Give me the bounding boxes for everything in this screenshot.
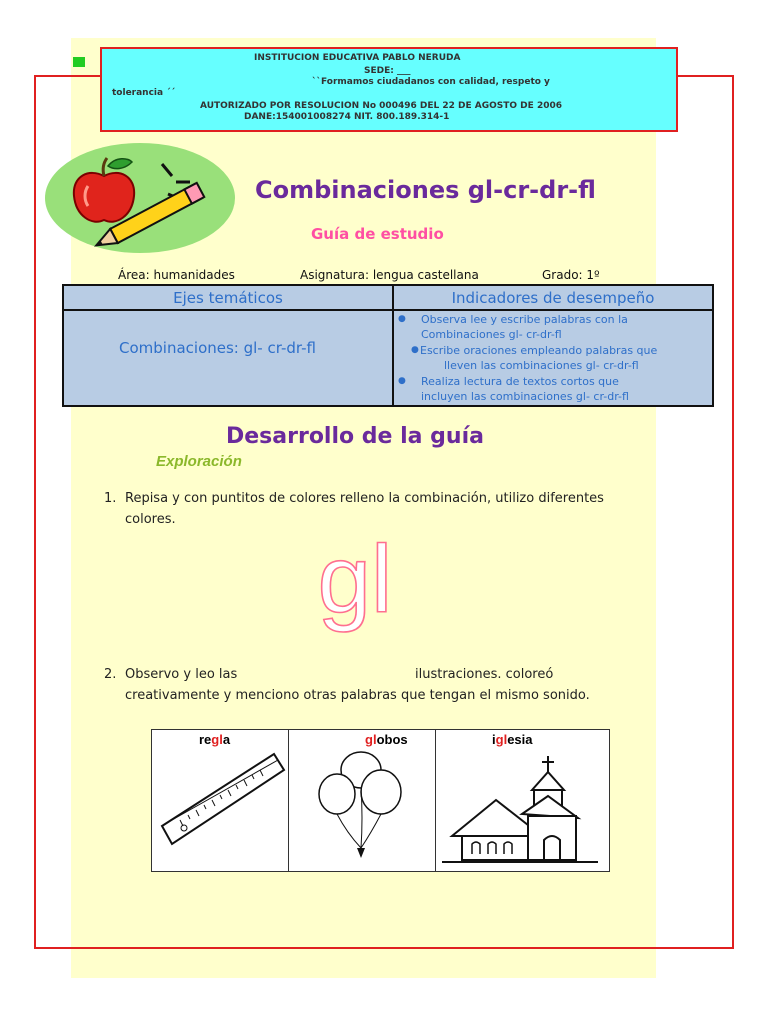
church-icon [438,756,604,868]
apple-pencil-icon [44,142,236,254]
illustration-cell-regla [152,730,289,871]
header-line-1: INSTITUCION EDUCATIVA PABLO NERUDA [254,53,461,63]
section-subtitle: Exploración [156,453,242,470]
illustration-cell-globos [289,730,436,871]
item-2-line-2: creativamente y menciono otras palabras que tengan el mismo sonido. [125,688,590,703]
indicator-line: Escribe oraciones empleando palabras que [420,344,658,357]
grado-label: Grado: 1º [542,268,600,282]
word-iglesia: iglesia [492,732,533,747]
institution-header [100,47,678,132]
ruler-icon [158,748,286,848]
item-2-part-1: Observo y leo las [125,667,238,682]
bullet-icon: ● [411,345,419,355]
table-cell-ejes [64,311,394,405]
indicator-line: Observa lee y escribe palabras con la [421,313,628,326]
asignatura-label: Asignatura: lengua castellana [300,268,479,282]
header-line-4: tolerancia ´´ [112,88,176,98]
item-1-line-1: Repisa y con puntitos de colores relleno la combinación, utilizo diferentes [125,491,604,506]
illustration-cell-iglesia [436,730,609,871]
header-line-2: SEDE: ___ [364,66,411,76]
bullet-icon: ● [398,314,406,324]
indicator-line: Combinaciones gl- cr-dr-fl [421,328,562,341]
header-line-5: AUTORIZADO POR RESOLUCION No 000496 DEL 22 DE AGOSTO DE 2006 [200,101,562,111]
bullet-icon: ● [398,376,406,386]
header-line-3: ``Formamos ciudadanos con calidad, respeto y [312,77,550,87]
indicator-line: incluyen las combinaciones gl- cr-dr-fl [421,390,629,403]
outlined-letters-text: gl [317,536,393,633]
area-label: Área: humanidades [118,268,235,282]
indicator-line: lleven las combinaciones gl- cr-dr-fl [444,359,639,372]
table-header-indicadores: Indicadores de desempeño [394,286,712,311]
page-subtitle: Guía de estudio [311,225,444,243]
word-regla: regla [199,732,231,747]
outlined-letters [300,536,410,646]
table-header-ejes: Ejes temáticos [64,286,394,311]
indicator-line: Realiza lectura de textos cortos que [421,375,619,388]
item-1-line-2: colores. [125,512,176,527]
page-title: Combinaciones gl-cr-dr-fl [255,176,596,204]
ejes-value: Combinaciones: gl- cr-dr-fl [119,339,316,357]
header-line-6: DANE:154001008274 NIT. 800.189.314-1 [244,112,450,122]
item-2-part-2: ilustraciones. coloreó [415,667,554,682]
item-2-number: 2. [104,667,117,682]
balloons-icon [317,748,407,870]
word-globos: globos [365,732,408,747]
item-1-number: 1. [104,491,117,506]
section-title: Desarrollo de la guía [226,424,484,449]
green-marker [73,57,85,67]
illustrations-table [151,729,610,872]
